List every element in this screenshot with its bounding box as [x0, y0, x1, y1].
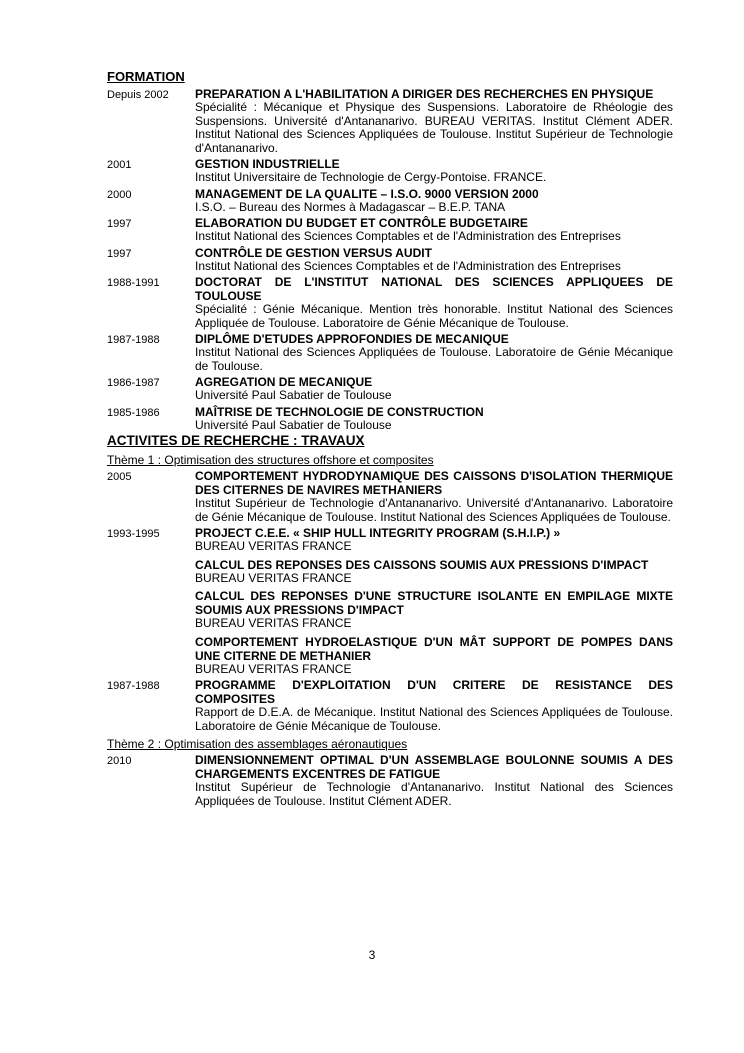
entry-date: 2000 [107, 188, 132, 201]
formation-entry [107, 157, 673, 185]
entry-title: GESTION INDUSTRIELLE [195, 157, 340, 171]
formation-entry [107, 87, 673, 155]
entry-desc: Université Paul Sabatier de Toulouse [195, 388, 392, 402]
entry-desc: Institut National des Sciences Comptables et de l'Administration des Entreprises [195, 258, 621, 273]
entry-desc: Université Paul Sabatier de Toulouse [195, 417, 392, 432]
entry-title: CONTRÔLE DE GESTION VERSUS AUDIT [195, 245, 432, 260]
formation-entry [107, 275, 673, 330]
entry-desc: I.S.O. – Bureau des Normes à Madagascar – B.E.P. TANA [195, 199, 506, 214]
research-entry [107, 753, 673, 808]
entry-title: DIPLÔME D'ETUDES APPROFONDIES DE MECANIQUE [195, 332, 509, 346]
entry-date: Depuis 2002 [107, 89, 169, 101]
entry-desc: Rapport de D.E.A. de Mécanique. Institut National des Sciences Appliquées de Toulouse. Laboratoire de Génie Mécanique de Toulouse. [195, 705, 673, 733]
entry-date: 1988-1991 [107, 277, 160, 289]
entry-title: DIMENSIONNEMENT OPTIMAL D'UN ASSEMBLAGE BOULONNE SOUMIS A DES CHARGEMENTS EXCENTRES DE FATIGUE [195, 753, 673, 781]
entry-date: 1993-1995 [107, 528, 160, 540]
entry-date: 1997 [107, 247, 132, 260]
entry-desc: BUREAU VERITAS FRANCE [195, 661, 352, 676]
entry-desc: Institut Supérieur de Technologie d'Antananarivo. Institut National des Sciences Appliquées de Toulouse. Institut Clément ADER. [195, 780, 673, 808]
entry-title: CALCUL DES REPONSES D'UNE STRUCTURE ISOLANTE EN EMPILAGE MIXTE SOUMIS AUX PRESSIONS D'IMPACT [195, 589, 673, 617]
research-entry [107, 526, 673, 676]
entry-title: AGREGATION DE MECANIQUE [195, 375, 373, 389]
entry-desc: BUREAU VERITAS FRANCE [195, 616, 352, 630]
entry-desc: Spécialité : Mécanique et Physique des Suspensions. Laboratoire de Rhéologie des Suspensions. Université d'Antananarivo. BUREAU VERITAS. Institut Clément ADER. Institut National des Sciences Appliquées de Toulouse. Institut Supérieur de Technologie d'Antananarivo. [195, 100, 673, 155]
entry-date: 1986-1987 [107, 377, 160, 389]
page-number: 3 [368, 948, 376, 962]
entry-desc: Institut Universitaire de Technologie de Cergy-Pontoise. FRANCE. [195, 170, 547, 184]
formation-entry [107, 246, 673, 274]
entry-title: PROGRAMME D'EXPLOITATION D'UN CRITERE DE RESISTANCE DES COMPOSITES [195, 678, 673, 706]
entry-desc: BUREAU VERITAS FRANCE [195, 570, 352, 585]
entry-date: 1987-1988 [107, 334, 160, 346]
entry-title: MAÎTRISE DE TECHNOLOGIE DE CONSTRUCTION [195, 404, 484, 419]
entry-date: 2010 [107, 755, 132, 767]
formation-entry [107, 187, 673, 215]
research-entry [107, 678, 673, 733]
formation-entry [107, 216, 673, 244]
entry-title: PREPARATION A L'HABILITATION A DIRIGER DES RECHERCHES EN PHYSIQUE [195, 87, 654, 101]
cv-page [107, 69, 673, 808]
entry-date: 1987-1988 [107, 680, 160, 692]
entry-date: 2005 [107, 471, 132, 483]
formation-entry [107, 375, 673, 403]
entry-desc: Institut National des Sciences Comptables et de l'Administration des Entreprises [195, 229, 621, 243]
entry-desc: Institut Supérieur de Technologie d'Antananarivo. Université d'Antananarivo. Laboratoire de Génie Mécanique de Toulouse. Institut National des Sciences Appliquées de Toulouse. [195, 496, 673, 524]
entry-title: PROJECT C.E.E. « SHIP HULL INTEGRITY PROGRAM (S.H.I.P.) » [195, 526, 561, 540]
research-heading: ACTIVITES DE RECHERCHE : TRAVAUX [107, 433, 365, 448]
entry-title: CALCUL DES REPONSES DES CAISSONS SOUMIS AUX PRESSIONS D'IMPACT [195, 557, 649, 572]
entry-title: COMPORTEMENT HYDROELASTIQUE D'UN MÂT SUPPORT DE POMPES DANS UNE CITERNE DE METHANIER [195, 634, 673, 663]
theme-1-label: Thème 1 : Optimisation des structures offshore et composites [107, 453, 434, 467]
entry-title: DOCTORAT DE L'INSTITUT NATIONAL DES SCIENCES APPLIQUEES DE TOULOUSE [195, 275, 673, 303]
entry-desc: Spécialité : Génie Mécanique. Mention très honorable. Institut National des Sciences Appliquée de Toulouse. Laboratoire de Génie Mécanique de Toulouse. [195, 302, 673, 330]
entry-date: 2001 [107, 159, 132, 171]
formation-entry [107, 332, 673, 373]
entry-title: COMPORTEMENT HYDRODYNAMIQUE DES CAISSONS D'ISOLATION THERMIQUE DES CITERNES DE NAVIRES METHANIERS [195, 469, 673, 497]
research-entry [107, 469, 673, 524]
entry-title: MANAGEMENT DE LA QUALITE – I.S.O. 9000 VERSION 2000 [195, 186, 539, 201]
formation-entry [107, 405, 673, 433]
entry-title: ELABORATION DU BUDGET ET CONTRÔLE BUDGETAIRE [195, 216, 528, 230]
entry-date: 1997 [107, 218, 132, 230]
entry-date: 1985-1986 [107, 406, 160, 419]
theme-2-label: Thème 2 : Optimisation des assemblages aéronautiques [107, 737, 408, 751]
formation-heading: FORMATION [107, 69, 185, 84]
entry-desc: Institut National des Sciences Appliquées de Toulouse. Laboratoire de Génie Mécanique de Toulouse. [195, 345, 673, 373]
entry-desc: BUREAU VERITAS FRANCE [195, 539, 352, 553]
